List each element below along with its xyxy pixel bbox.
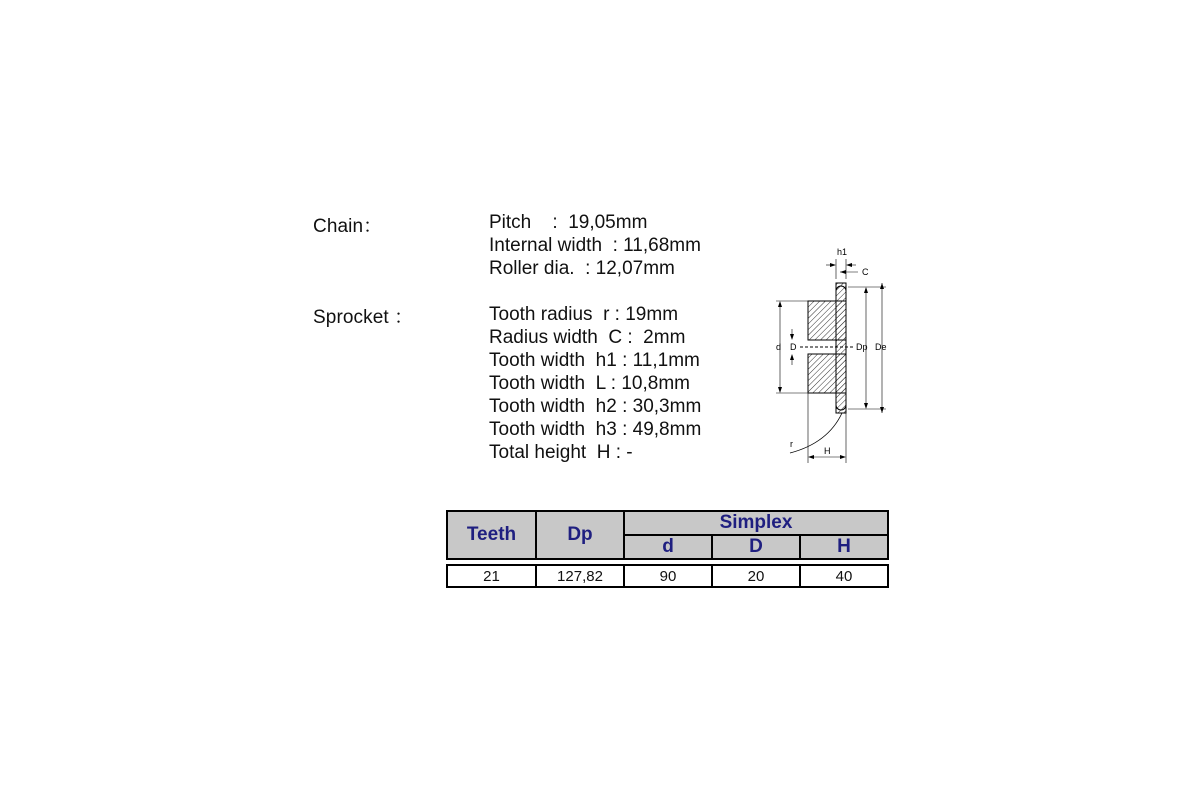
- dp-label: Dp: [856, 342, 868, 352]
- tooth-plate: [836, 283, 846, 413]
- sprocket-total-height: Total height H : -: [489, 442, 633, 463]
- r-label: r: [790, 439, 793, 449]
- chain-label: Chain：: [313, 216, 383, 237]
- cell-h: 40: [800, 565, 888, 587]
- header-h: H: [800, 535, 888, 559]
- h1-label: h1: [837, 247, 848, 257]
- sprocket-spec-table: [446, 510, 889, 588]
- chain-pitch: Pitch : 19,05mm: [489, 212, 648, 233]
- cell-teeth: 21: [447, 565, 536, 587]
- sprocket-radius-width: Radius width C : 2mm: [489, 327, 686, 348]
- d-label: d: [776, 342, 782, 352]
- cell-dp: 127,82: [536, 565, 624, 587]
- sprocket-label: Sprocket ：: [313, 307, 414, 328]
- c-label: C: [862, 267, 869, 277]
- sprocket-tooth-width-l: Tooth width L : 10,8mm: [489, 373, 691, 394]
- header-teeth: Teeth: [447, 511, 536, 559]
- chain-internal-width: Internal width : 11,68mm: [489, 235, 701, 256]
- header-bore-d: D: [712, 535, 800, 559]
- bore-d-label: D: [790, 342, 797, 352]
- sprocket-tooth-width-h3: Tooth width h3 : 49,8mm: [489, 419, 702, 440]
- chain-roller-dia: Roller dia. : 12,07mm: [489, 258, 675, 279]
- sprocket-diagram: [770, 243, 895, 465]
- r-arc: [790, 413, 842, 453]
- table-row: [447, 565, 888, 587]
- h-label: H: [824, 446, 831, 456]
- header-dp: Dp: [536, 511, 624, 559]
- cell-d: 90: [624, 565, 712, 587]
- header-simplex: Simplex: [624, 511, 888, 535]
- sprocket-tooth-width-h1: Tooth width h1 : 11,1mm: [489, 350, 700, 371]
- cell-bore-d: 20: [712, 565, 800, 587]
- h1-c-dimensions: [826, 259, 858, 279]
- sprocket-tooth-width-h2: Tooth width h2 : 30,3mm: [489, 396, 702, 417]
- sprocket-tooth-radius: Tooth radius r : 19mm: [489, 304, 679, 325]
- de-label: De: [875, 342, 887, 352]
- header-d: d: [624, 535, 712, 559]
